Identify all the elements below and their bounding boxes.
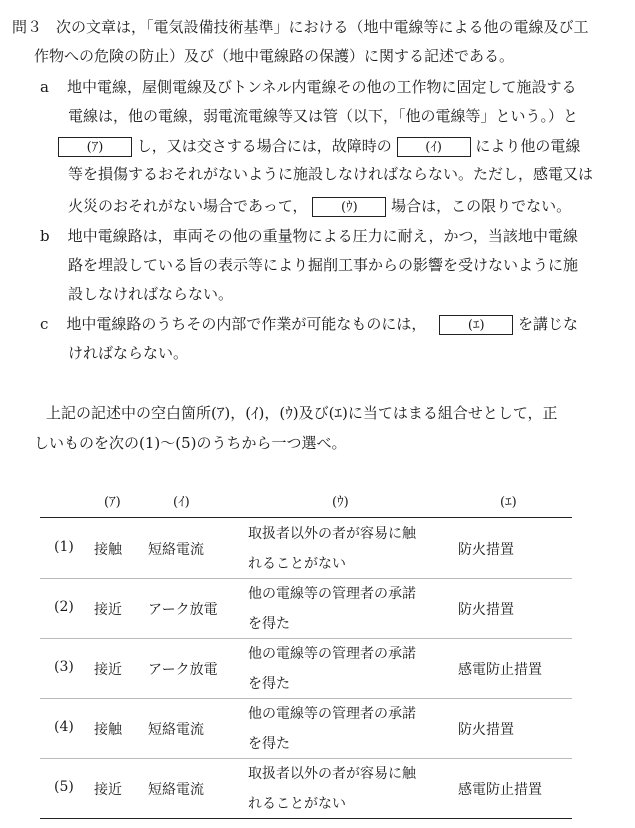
item-a-text-5b: 場合は，この限りでない。 [391, 197, 572, 215]
row-5-e: 感電防止措置 [458, 782, 542, 798]
row-3-u-line-2: を得た [248, 676, 290, 692]
table-row-divider [40, 578, 572, 579]
item-b-line-2: 路を埋設している旨の表示等により掘削工事からの影響を受けないように施 [68, 256, 579, 274]
row-4-i: 短絡電流 [148, 722, 204, 738]
table-top-rule [40, 517, 572, 518]
row-1-e: 防火措置 [458, 542, 514, 558]
item-a-line-3 [58, 135, 580, 157]
item-a-text-3: し，又は交さする場合には，故障時の [136, 137, 392, 155]
row-4-u-line-1: 他の電線等の管理者の承諾 [248, 706, 416, 722]
row-4-e: 防火措置 [458, 722, 514, 738]
row-3-a: 接近 [94, 662, 122, 678]
item-b-mark: b [40, 227, 50, 245]
item-c-text-1b: を講じな [517, 315, 578, 333]
row-1-u-line-2: れることがない [248, 556, 346, 572]
row-3-e: 感電防止措置 [458, 662, 542, 678]
blank-e-box: (ｴ) [439, 315, 513, 335]
row-3-number: (3) [54, 659, 74, 675]
item-c-text-1: 地中電線路のうちその内部で作業が可能なものには， [66, 315, 427, 333]
question-lead-1: 次の文章は，「電気設備技術基準」における（地中電線等による他の電線及び工 [56, 18, 589, 36]
row-2-u-line-2: を得た [248, 616, 290, 632]
row-2-i: アーク放電 [148, 602, 218, 618]
row-3-i: アーク放電 [148, 662, 218, 678]
table-row-divider [40, 638, 572, 639]
row-4-u-line-2: を得た [248, 736, 290, 752]
instruction-line-2: しいものを次の(1)～(5)のうちから一つ選べ。 [34, 434, 347, 452]
row-5-i: 短絡電流 [148, 782, 204, 798]
table-row-divider [40, 698, 572, 699]
item-b-line-1 [40, 225, 578, 247]
row-5-u-line-2: れることがない [248, 796, 346, 812]
row-2-number: (2) [54, 599, 74, 615]
question-line-1 [12, 16, 589, 38]
row-1-a: 接触 [94, 542, 122, 558]
table-header-e: (ｴ) [500, 495, 517, 510]
row-2-e: 防火措置 [458, 602, 514, 618]
item-c-line-1 [40, 313, 578, 335]
row-5-number: (5) [54, 779, 74, 795]
row-5-a: 接近 [94, 782, 122, 798]
row-1-u-line-1: 取扱者以外の者が容易に触 [248, 526, 416, 542]
table-header-a: (ｱ) [104, 495, 121, 510]
item-a-text-5: 火災のおそれがない場合であって， [68, 197, 308, 215]
row-3-u-line-1: 他の電線等の管理者の承諾 [248, 646, 416, 662]
blank-a-box: (ｱ) [58, 137, 132, 157]
item-a-line-4: 等を損傷するおそれがないように施設しなければならない。ただし，感電又は [68, 165, 594, 183]
item-a-text-3b: により他の電線 [475, 137, 581, 155]
row-4-number: (4) [54, 719, 74, 735]
row-1-number: (1) [54, 539, 74, 555]
instruction-line-1: 上記の記述中の空白箇所(ｱ)，(ｲ)，(ｳ)及び(ｴ)に当てはまる組合せとして，正 [46, 404, 558, 422]
item-a-line-5 [68, 195, 571, 217]
item-a-text-1: 地中電線，屋側電線及びトンネル内電線その他の工作物に固定して施設する [66, 78, 577, 96]
table-header-i: (ｲ) [173, 495, 190, 510]
item-c-line-2: ければならない。 [68, 344, 189, 362]
row-4-a: 接触 [94, 722, 122, 738]
question-number: 問３ [12, 18, 43, 36]
item-a-line-1 [40, 76, 577, 98]
blank-u-box: (ｳ) [312, 197, 386, 217]
item-a-mark: a [40, 78, 49, 96]
item-a-line-2: 電線は，他の電線，弱電流電線等又は管（以下，「他の電線等」という。）と [68, 107, 579, 125]
row-1-i: 短絡電流 [148, 542, 204, 558]
table-row-divider [40, 758, 572, 759]
blank-i-box: (ｲ) [397, 137, 471, 157]
table-header-u: (ｳ) [332, 495, 349, 510]
row-2-u-line-1: 他の電線等の管理者の承諾 [248, 586, 416, 602]
row-2-a: 接近 [94, 602, 122, 618]
item-b-line-3: 設しなければならない。 [68, 285, 234, 303]
question-line-2: 作物への危険の防止）及び（地中電線路の保護）に関する記述である。 [34, 47, 515, 65]
item-b-text-1: 地中電線路は，車両その他の重量物による圧力に耐え，かつ，当該地中電線 [67, 227, 578, 245]
table-bottom-rule [40, 818, 572, 819]
item-c-mark: c [40, 315, 49, 333]
row-5-u-line-1: 取扱者以外の者が容易に触 [248, 766, 416, 782]
